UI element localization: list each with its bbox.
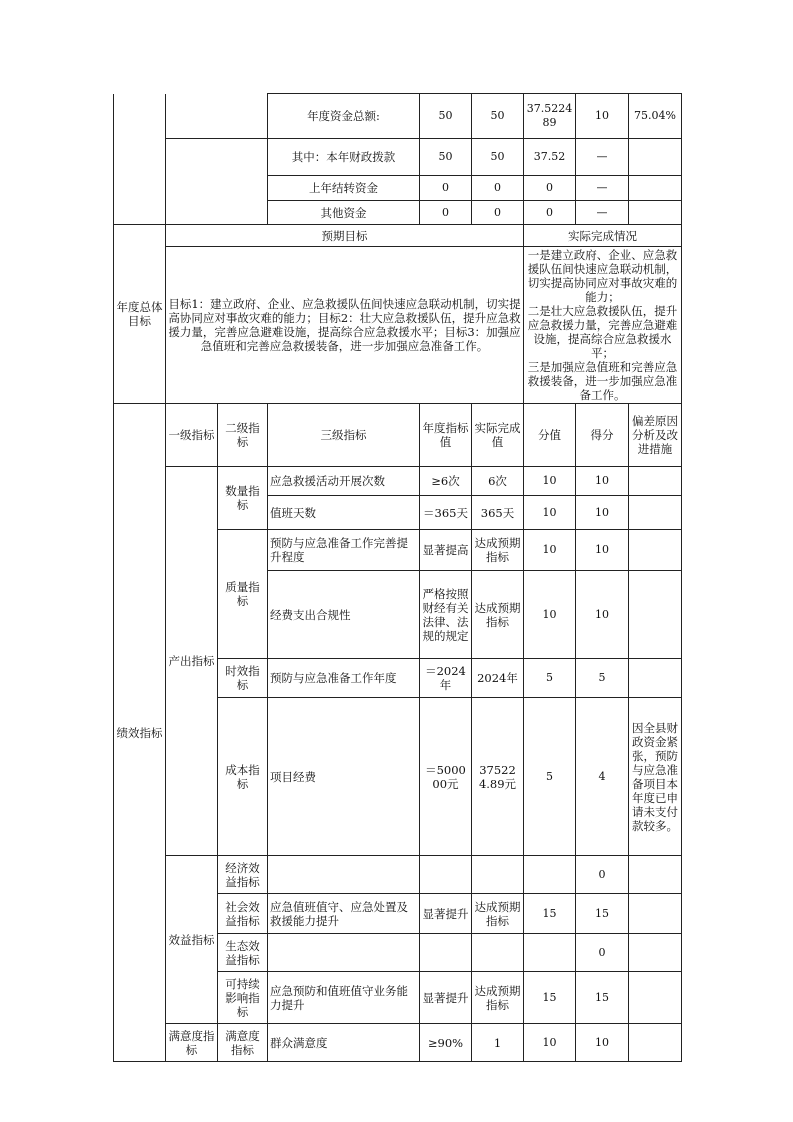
indicator-note [629, 467, 682, 496]
indicator-name: 项目经费 [268, 698, 420, 856]
indicator-weight [524, 934, 576, 972]
indicator-score: 15 [576, 972, 629, 1024]
goals-content-row [114, 247, 682, 404]
funds-executed: 37.52 [524, 139, 576, 176]
benefit-level2: 可持续影响指标 [218, 972, 268, 1024]
indicator-score: 5 [576, 659, 629, 698]
output-indicator-label: 产出指标 [166, 467, 218, 856]
goals-header-row [114, 225, 682, 247]
header-level3: 三级指标 [268, 404, 420, 467]
header-note: 偏差原因分析及改进措施 [629, 404, 682, 467]
funds-rate [629, 139, 682, 176]
indicator-actual: 达成预期指标 [472, 571, 524, 659]
indicator-weight: 15 [524, 972, 576, 1024]
indicator-target: 显著提高 [420, 530, 472, 571]
funds-blank-cell [166, 139, 268, 225]
funds-initial: 50 [420, 139, 472, 176]
funds-label: 年度资金总额: [268, 94, 420, 139]
satisfaction-indicator-label: 满意度指标 [166, 1024, 218, 1062]
header-target: 年度指标值 [420, 404, 472, 467]
satisfaction-level2: 满意度指标 [218, 1024, 268, 1062]
indicator-note [629, 934, 682, 972]
indicator-note [629, 659, 682, 698]
indicator-name [268, 934, 420, 972]
funds-initial: 0 [420, 176, 472, 201]
indicator-target: ≥90% [420, 1024, 472, 1062]
funds-label: 上年结转资金 [268, 176, 420, 201]
funds-score-value: — [576, 201, 629, 225]
performance-evaluation-table [113, 93, 682, 1062]
indicator-target: ＝2024年 [420, 659, 472, 698]
indicator-score: 10 [576, 1024, 629, 1062]
indicator-note: 因全县财政资金紧张，预防与应急准备项目本年度已申请未支付款较多。 [629, 698, 682, 856]
indicator-header-row [114, 404, 682, 467]
indicator-name: 预防与应急准备工作年度 [268, 659, 420, 698]
indicator-target: ≥6次 [420, 467, 472, 496]
indicator-actual: 达成预期指标 [472, 530, 524, 571]
indicator-note [629, 530, 682, 571]
indicator-actual [472, 934, 524, 972]
indicator-actual: 2024年 [472, 659, 524, 698]
funds-rate [629, 176, 682, 201]
benefit-level2: 经济效益指标 [218, 856, 268, 894]
funds-score-value: — [576, 176, 629, 201]
header-weight: 分值 [524, 404, 576, 467]
performance-table-page [113, 93, 682, 1062]
funds-label: 其他资金 [268, 201, 420, 225]
indicator-target: ＝365天 [420, 496, 472, 530]
indicator-target: 严格按照财经有关法律、法规的规定 [420, 571, 472, 659]
cost-indicator-label: 成本指标 [218, 698, 268, 856]
indicator-score: 15 [576, 894, 629, 934]
header-level2: 二级指标 [218, 404, 268, 467]
funds-score-value: 10 [576, 94, 629, 139]
funds-executed: 0 [524, 176, 576, 201]
indicator-score: 10 [576, 467, 629, 496]
indicator-score: 0 [576, 856, 629, 894]
goals-expected-text: 目标1：建立政府、企业、应急救援队伍间快速应急联动机制，切实提高协同应对事故灾难的能力；目标2：壮大应急救援队伍，提升应急救援力量，完善应急避难设施，提高综合应急救援水平；目标3：加强应急值班和完善应急救援装备，进一步加强应急准备工作。 [166, 247, 524, 404]
indicator-actual: 375224.89元 [472, 698, 524, 856]
header-level1: 一级指标 [166, 404, 218, 467]
indicator-weight: 10 [524, 467, 576, 496]
indicator-name: 应急值班值守、应急处置及救援能力提升 [268, 894, 420, 934]
indicator-note [629, 1024, 682, 1062]
funds-label: 其中：本年财政拨款 [268, 139, 420, 176]
indicator-weight: 10 [524, 1024, 576, 1062]
indicator-weight: 5 [524, 659, 576, 698]
indicator-note [629, 972, 682, 1024]
indicator-weight: 10 [524, 496, 576, 530]
funds-row-total [114, 94, 682, 139]
header-actual: 实际完成值 [472, 404, 524, 467]
indicator-score: 10 [576, 496, 629, 530]
indicator-row [114, 856, 682, 894]
indicator-score: 10 [576, 571, 629, 659]
indicator-actual: 6次 [472, 467, 524, 496]
funds-blank-cell [166, 94, 268, 139]
quality-indicator-label: 质量指标 [218, 530, 268, 659]
header-score: 得分 [576, 404, 629, 467]
funds-initial: 50 [420, 94, 472, 139]
indicator-name: 应急预防和值班值守业务能力提升 [268, 972, 420, 1024]
funds-executed: 0 [524, 201, 576, 225]
quantity-indicator-label: 数量指标 [218, 467, 268, 530]
goals-actual-line: 一是建立政府、企业、应急救援队伍间快速应急联动机制，切实提高协同应对事故灾难的能力； [527, 248, 678, 304]
indicator-actual: 达成预期指标 [472, 894, 524, 934]
indicator-weight: 5 [524, 698, 576, 856]
funds-adjusted: 0 [472, 201, 524, 225]
goals-actual-header: 实际完成情况 [524, 225, 682, 247]
indicator-name: 群众满意度 [268, 1024, 420, 1062]
indicator-score: 0 [576, 934, 629, 972]
benefit-level2: 社会效益指标 [218, 894, 268, 934]
indicator-target [420, 934, 472, 972]
indicator-target: 显著提升 [420, 894, 472, 934]
goals-actual-line: 三是加强应急值班和完善应急救援装备，进一步加强应急准备工作。 [527, 360, 678, 402]
indicator-target: 显著提升 [420, 972, 472, 1024]
goals-expected-header: 预期目标 [166, 225, 524, 247]
funds-adjusted: 50 [472, 94, 524, 139]
indicator-actual: 达成预期指标 [472, 972, 524, 1024]
benefit-indicator-label: 效益指标 [166, 856, 218, 1024]
funds-initial: 0 [420, 201, 472, 225]
indicator-score: 10 [576, 530, 629, 571]
funds-score-value: — [576, 139, 629, 176]
time-indicator-label: 时效指标 [218, 659, 268, 698]
indicator-weight [524, 856, 576, 894]
indicator-note [629, 856, 682, 894]
goals-actual-line: 二是壮大应急救援队伍，提升应急救援力量，完善应急避难设施，提高综合应急救援水平； [527, 304, 678, 360]
goals-row-label: 年度总体目标 [114, 225, 166, 404]
indicator-weight: 10 [524, 571, 576, 659]
indicator-score: 4 [576, 698, 629, 856]
funds-adjusted: 50 [472, 139, 524, 176]
indicator-note [629, 571, 682, 659]
indicator-name: 预防与应急准备工作完善提升程度 [268, 530, 420, 571]
funds-adjusted: 0 [472, 176, 524, 201]
indicator-target [420, 856, 472, 894]
indicator-name: 值班天数 [268, 496, 420, 530]
indicator-note [629, 496, 682, 530]
indicator-weight: 15 [524, 894, 576, 934]
indicator-actual: 365天 [472, 496, 524, 530]
indicator-actual [472, 856, 524, 894]
indicator-actual: 1 [472, 1024, 524, 1062]
indicator-target: ＝500000元 [420, 698, 472, 856]
indicator-note [629, 894, 682, 934]
indicator-name: 经费支出合规性 [268, 571, 420, 659]
funds-rate: 75.04% [629, 94, 682, 139]
goals-actual-text [524, 247, 682, 404]
indicator-name [268, 856, 420, 894]
funds-executed: 37.522489 [524, 94, 576, 139]
benefit-level2: 生态效益指标 [218, 934, 268, 972]
funds-blank-cell [114, 94, 166, 225]
indicator-name: 应急救援活动开展次数 [268, 467, 420, 496]
performance-row-label: 绩效指标 [114, 404, 166, 1062]
indicator-weight: 10 [524, 530, 576, 571]
funds-rate [629, 201, 682, 225]
indicator-row [114, 467, 682, 496]
funds-row-fiscal [114, 139, 682, 176]
indicator-row [114, 1024, 682, 1062]
